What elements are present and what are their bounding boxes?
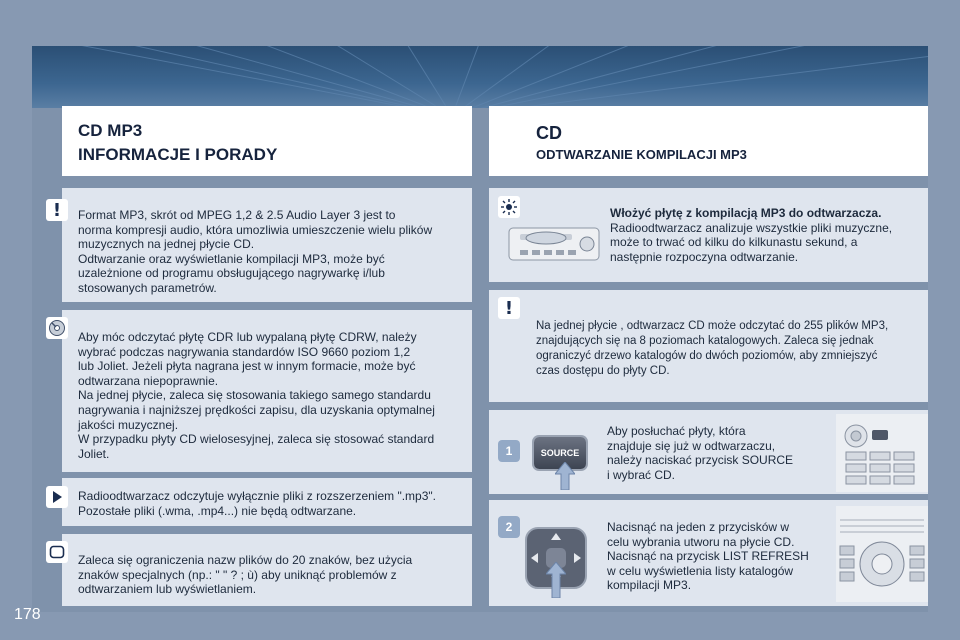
panel-limits-text: Na jednej płycie , odtwarzacz CD może odczytać do 255 plików MP3, znajdujących się na 8 poziomach katalogowych. Zaleca się jednak ograniczyć drzewo katalogów do dwóch poziomów, aby zmniejszyć czas dostępu do płyty CD. (536, 320, 889, 377)
page-number: 178 (14, 606, 41, 623)
radio-panel-illustration-2 (836, 506, 928, 602)
step-2-badge: 2 (498, 516, 520, 538)
step-1-badge: 1 (498, 440, 520, 462)
exclamation-icon: ! (498, 297, 520, 319)
panel-extension-text: Radioodtwarzacz odczytuje wyłącznie pliki z rozszerzeniem ".mp3". Pozostałe pliki (.wma, .mp4...) nie będą odtwarzane. (78, 489, 436, 518)
panel-filenames-text: Zaleca się ograniczenia nazw plików do 20 znaków, bez użycia znaków specjalnych (np.: " " ? ; ù) aby uniknąć problemów z odtwarzaniem lub wyświetlaniem. (78, 553, 413, 597)
sun-icon (498, 196, 520, 218)
insert-heading: Włożyć płytę z kompilacją MP3 do odtwarzacza. (610, 206, 882, 220)
source-button[interactable]: SOURCE (534, 437, 586, 469)
panel-cdr-text: Aby móc odczytać płytę CDR lub wypalaną płytę CDRW, należy wybrać podczas nagrywania standardów ISO 9660 poziom 1,2 lub Joliet. Jeżeli płyta nagrana jest w innym formacie, może być odtwarzana niepoprawnie. Na jednej płycie, zaleca się stosowania takiego samego standardu nagrywania i najniższej prędkości zapisu, dla uzyskania optymalnej jakości muzycznej. W przypadku płyty CD wielosesyjnej, zaleca się stosować standard Joliet. (78, 330, 435, 461)
right-subtitle: ODTWARZANIE KOMPILACJI MP3 (536, 147, 747, 162)
left-title: CD MP3 (78, 121, 143, 140)
left-header-box (62, 106, 472, 176)
play-icon (46, 486, 68, 508)
arrow-up-icon (546, 562, 566, 598)
radio-unit-illustration (508, 226, 600, 262)
panel-format-text: Format MP3, skrót od MPEG 1,2 & 2.5 Audio Layer 3 jest to norma kompresji audio, która umozliwia umieszczenie wielu plików muzycznych na jednej płycie CD. Odtwarzanie oraz wyświetlanie kompilacji MP3, może być uzależnione od programu obsługującego nagrywarkę i/lub stosowanych parametrów. (78, 208, 433, 295)
radio-panel-illustration-1 (836, 414, 928, 492)
exclamation-icon: ! (46, 199, 68, 221)
step-2-text: Nacisnąć na jeden z przycisków w celu wybrania utworu na płycie CD. Nacisnąć na przycisk LIST REFRESH w celu wyświetlenia listy katalogów kompilacji MP3. (607, 520, 809, 593)
right-title: CD (536, 123, 562, 143)
decorative-banner (32, 46, 928, 108)
panel-insert-text: Włożyć płytę z kompilacją MP3 do odtwarzacza. Radioodtwarzacz analizuje wszystkie pliki muzyczne, może to trwać od kilku do kilkunastu sekund, a następnie rozpoczyna odtwarzanie. (610, 206, 922, 264)
left-subtitle: INFORMACJE I PORADY (78, 145, 278, 164)
step-1-text: Aby posłuchać płyty, która znajduje się już w odtwarzaczu, należy naciskać przycisk SOURCE i wybrać CD. (607, 424, 794, 482)
cd-icon (46, 317, 68, 339)
arrow-up-icon (555, 462, 575, 490)
note-icon (46, 541, 68, 563)
